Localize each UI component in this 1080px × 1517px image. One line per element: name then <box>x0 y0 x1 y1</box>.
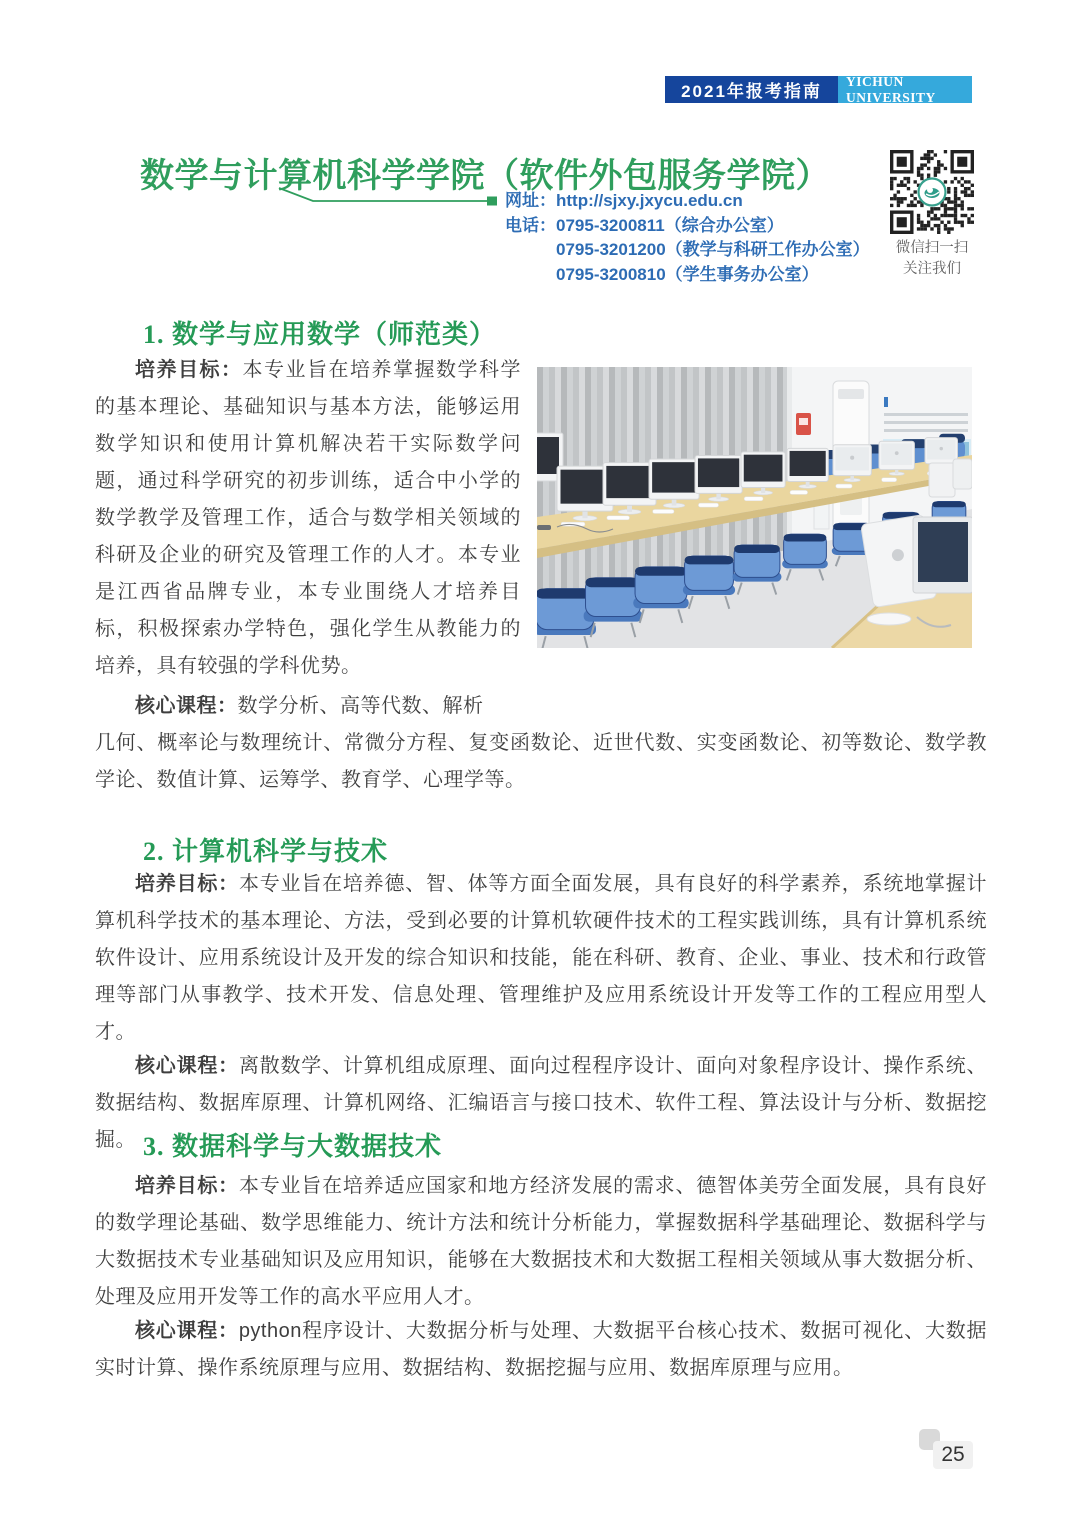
phone-label: 电话： <box>505 215 556 235</box>
section1-objectives <box>95 352 521 685</box>
courses-text-rest: 几何、概率论与数理统计、常微分方程、复变函数论、近世代数、实变函数论、初等数论、数学教学论、数值计算、运筹学、教育学、心理学等。 <box>95 732 987 791</box>
courses-label: 核心课程： <box>135 1055 239 1077</box>
website-label: 网址： <box>505 191 556 210</box>
courses-label: 核心课程： <box>135 695 238 717</box>
qr-caption-line2: 关注我们 <box>903 261 961 277</box>
courses-text-line1: 数学分析、高等代数、解析 <box>237 695 484 717</box>
objectives-text: 本专业旨在培养掌握数学科学的基本理论、基础知识与基本方法，能够运用数学知识和使用计算机解决若干实际数学问题，通过科学研究的初步训练，适合中小学的数学教学及管理工作，适合与数学相关领域的科研及企业的研究及管理工作的人才。本专业是江西省品牌专业，本专业围绕人才培养目标，积极探索办学特色，强化学生从教能力的培养，具有较强的学科优势。 <box>95 359 521 677</box>
guide-year-label: 2021年报考指南 <box>665 76 838 103</box>
classroom-photo <box>537 367 972 648</box>
phone-number-2: 0795-3201200（教学与科研工作办公室） <box>556 240 870 260</box>
objectives-text: 本专业旨在培养适应国家和地方经济发展的需求、德智体美劳全面发展，具有良好的数学理论基础、数学思维能力、统计方法和统计分析能力，掌握数据科学基础理论、数据科学与大数据技术专业基础知识及应用知识，能够在大数据技术和大数据工程相关领域从事大数据分析、处理及应用开发等工作的高水平应用人才。 <box>95 1175 987 1308</box>
section3-courses <box>95 1313 987 1387</box>
wechat-qr-code <box>890 150 974 234</box>
objectives-label: 培养目标： <box>135 873 239 895</box>
section3-objectives <box>95 1168 987 1316</box>
qr-caption <box>868 238 996 280</box>
university-name-label: YICHUN UNIVERSITY <box>838 76 972 103</box>
phone-number-1: 0795-3200811（综合办公室） <box>556 215 784 235</box>
contact-block <box>505 189 870 287</box>
courses-label: 核心课程： <box>135 1320 239 1342</box>
college-title: 数学与计算机科学学院（软件外包服务学院） <box>140 157 830 195</box>
objectives-text: 本专业旨在培养德、智、体等方面全面发展，具有良好的科学素养，系统地掌握计算机科学技术的基本理论、方法，受到必要的计算机软硬件技术的工程实践训练，具有计算机系统软件设计、应用系统设计及开发的综合知识和技能，能在科研、教育、企业、事业、技术和行政管理等部门从事教学、技术开发、信息处理、管理维护及应用系统设计开发等工作的工程应用型人才。 <box>95 873 987 1043</box>
phone-row <box>505 214 870 239</box>
objectives-label: 培养目标： <box>135 359 243 381</box>
page-number: 25 <box>933 1441 973 1469</box>
section3-heading: 3. 数据科学与大数据技术 <box>143 1132 443 1161</box>
section1-heading: 1. 数学与应用数学（师范类） <box>143 320 497 349</box>
header-bar <box>665 73 972 105</box>
phone-number-3: 0795-3200810（学生事务办公室） <box>556 264 819 284</box>
section2-heading: 2. 计算机科学与技术 <box>143 837 389 866</box>
website-row <box>505 189 870 214</box>
courses-text: python程序设计、大数据分析与处理、大数据平台核心技术、数据可视化、大数据实时计算、操作系统原理与应用、数据结构、数据挖掘与应用、数据库原理与应用。 <box>95 1320 987 1379</box>
website-url[interactable]: http://sjxy.jxycu.edu.cn <box>556 191 743 210</box>
title-connector-line <box>276 186 501 208</box>
qr-caption-line1: 微信扫一扫 <box>895 240 969 256</box>
courses-text: 离散数学、计算机组成原理、面向过程程序设计、面向对象程序设计、操作系统、数据结构、数据库原理、计算机网络、汇编语言与接口技术、软件工程、算法设计与分析、数据挖掘。 <box>95 1055 987 1151</box>
website-bullet-icon <box>487 197 497 206</box>
section2-objectives <box>95 866 987 1051</box>
section1-courses <box>95 688 987 799</box>
objectives-label: 培养目标： <box>135 1175 239 1197</box>
